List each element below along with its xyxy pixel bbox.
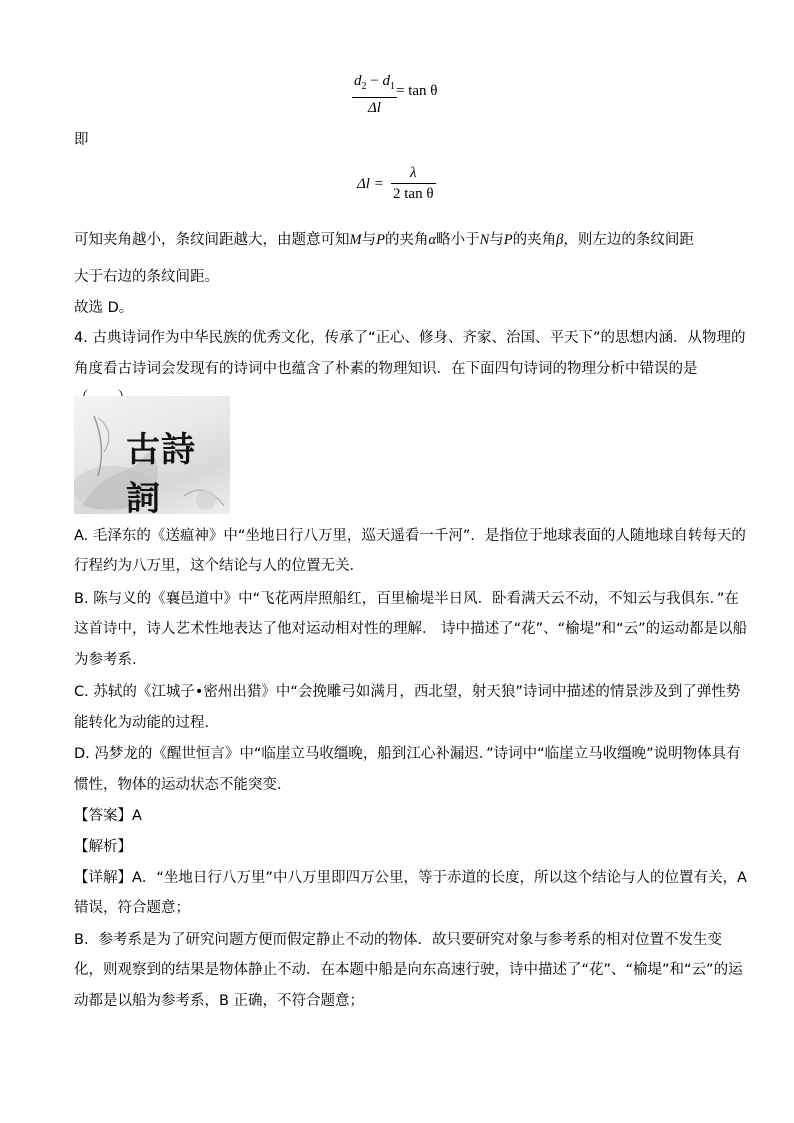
- conclusion-line-1: 可知夹角越小，条纹间距越大，由题意可知M与P的夹角α略小于N与P的夹角β，则左边的条纹间距: [74, 232, 694, 248]
- detail-line-4: 化，则观察到的结果是物体静止不动．在本题中船是向东高速行驶，诗中描述了“花”、“榆堤”和“云”的运: [74, 962, 743, 978]
- detail-line-2: 错误，符合题意；: [74, 900, 190, 916]
- question-4-line-1: 4. 古典诗词作为中华民族的优秀文化，传承了“正心、修身、齐家、治国、平天下”的思想内涵．从物理的: [74, 330, 746, 346]
- analysis-label: 【解析】: [74, 839, 132, 855]
- equation-1-rhs: = tan θ: [396, 83, 438, 99]
- detail-line-3: B．参考系是为了研究问题方便而假定静止不动的物体．故只要研究对象与参考系的相对位置不发生变: [74, 932, 722, 948]
- equation-2-fraction: [391, 164, 436, 203]
- ji-text: 即: [74, 132, 89, 148]
- option-a-line-2: 行程约为八万里，这个结论与人的位置无关．: [74, 558, 364, 574]
- conclusion-line-2: 大于右边的条纹间距。: [74, 269, 219, 285]
- option-c-line-2: 能转化为动能的过程．: [74, 715, 219, 731]
- equation-1-fraction: [352, 72, 397, 117]
- choose-d-text: 故选 D。: [74, 300, 134, 316]
- equation-1-denominator: Δl: [367, 100, 381, 116]
- option-c-line-1: C. 苏轼的《江城子•密州出猎》中“会挽雕弓如满月，西北望，射天狼”诗词中描述的情景涉及到了弹性势: [74, 684, 741, 700]
- answer-label: 【答案】A: [74, 808, 142, 824]
- equation-2-denominator: 2 tan θ: [393, 186, 434, 202]
- calligraphy-text: 古詩詞: [126, 430, 196, 514]
- option-b-line-3: 为参考系．: [74, 652, 147, 668]
- option-b-line-2: 这首诗中，诗人艺术性地表达了他对运动相对性的理解． 诗中描述了“花”、“榆堤”和“云”的运动都是以船: [74, 621, 748, 637]
- question-4-line-2: 角度看古诗词会发现有的诗词中也蕴含了朴素的物理知识．在下面四句诗词的物理分析中错误的是: [74, 361, 698, 377]
- classical-poetry-image: [74, 396, 230, 514]
- option-d-line-2: 惯性，物体的运动状态不能突变．: [74, 777, 292, 793]
- option-d-line-1: D. 冯梦龙的《醒世恒言》中“临崖立马收缰晚，船到江心补漏迟．”诗词中“临崖立马收缰晚”说明物体具有: [74, 746, 741, 762]
- equation-2-lhs: Δl =: [357, 176, 384, 192]
- option-b-line-1: B. 陈与义的《襄邑道中》中“飞花两岸照船红，百里榆堤半日风．卧看满天云不动，不知云与我俱东．”在: [74, 591, 739, 607]
- detail-line-1: 【详解】A．“坐地日行八万里”中八万里即四万公里，等于赤道的长度，所以这个结论与人的位置有关，A: [74, 870, 747, 886]
- equation-2-numerator: λ: [410, 165, 417, 181]
- detail-line-5: 动都是以船为参考系，B 正确，不符合题意；: [74, 993, 365, 1009]
- equation-1-numerator: $d_2 - d_1$: [354, 73, 395, 92]
- option-a-line-1: A. 毛泽东的《送瘟神》中“坐地日行八万里，巡天遥看一千河”．是指位于地球表面的人随地球自转每天的: [74, 528, 746, 544]
